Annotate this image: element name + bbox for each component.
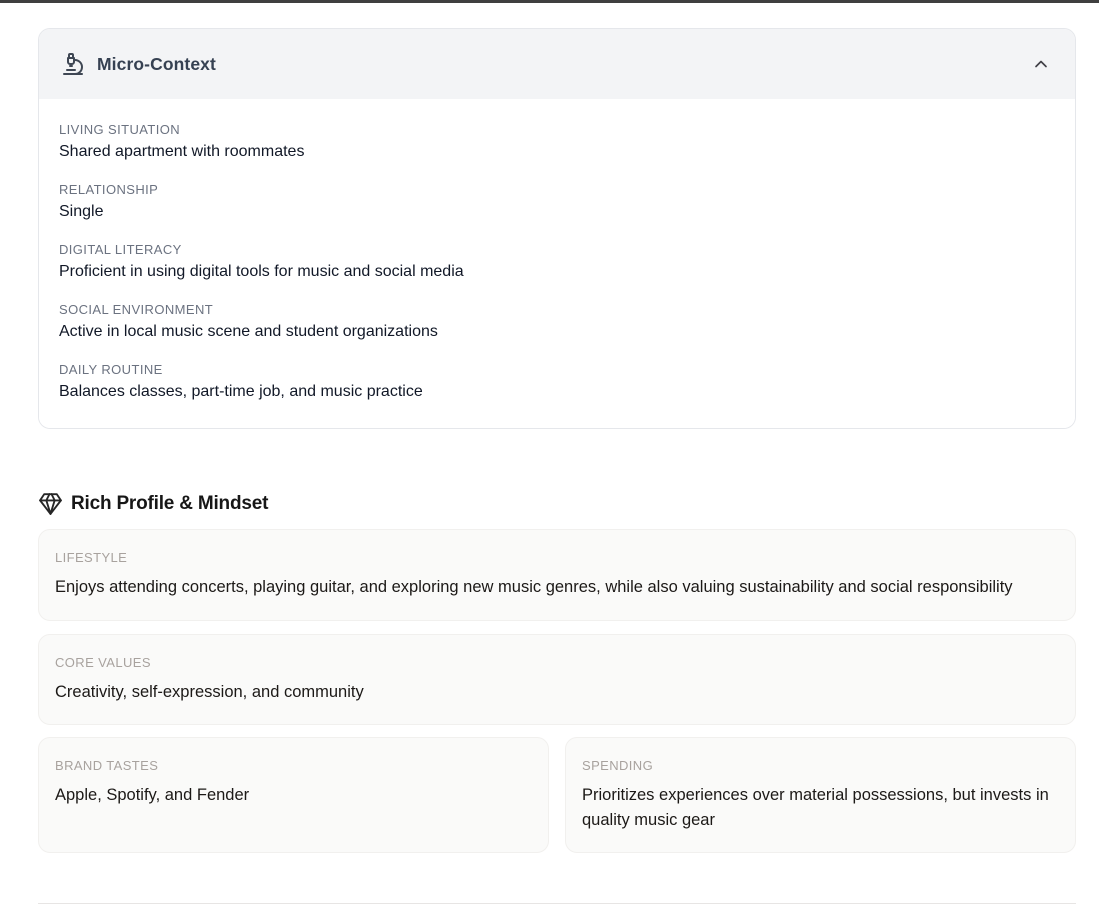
- lifestyle-card: [38, 529, 1076, 621]
- microscope-icon: [61, 52, 85, 76]
- field-label: DAILY ROUTINE: [59, 362, 163, 377]
- field-value: Shared apartment with roommates: [59, 143, 305, 160]
- page-content: [0, 3, 1076, 853]
- brand-tastes-card: [38, 737, 549, 853]
- card-value: Prioritizes experiences over material possessions, but invests in quality music gear: [582, 786, 1049, 829]
- card-label: SPENDING: [582, 758, 654, 773]
- card-label: CORE VALUES: [55, 654, 151, 670]
- field-label: RELATIONSHIP: [59, 182, 159, 197]
- card-label: BRAND TASTES: [55, 758, 159, 773]
- section-divider: [38, 903, 1076, 904]
- field-relationship: [59, 181, 1051, 224]
- field-living-situation: [59, 121, 1051, 164]
- micro-context-body: [39, 99, 1075, 428]
- field-value: Active in local music scene and student organizations: [59, 323, 438, 340]
- core-values-card: [38, 634, 1076, 726]
- field-value: Single: [59, 203, 104, 220]
- two-column-card-row: [38, 737, 1076, 853]
- rich-profile-header: [38, 491, 1053, 516]
- field-label: LIVING SITUATION: [59, 122, 181, 137]
- field-label: SOCIAL ENVIRONMENT: [59, 302, 214, 317]
- card-value: Apple, Spotify, and Fender: [55, 786, 250, 804]
- rich-profile-title: Rich Profile & Mindset: [71, 492, 269, 514]
- field-daily-routine: [59, 361, 1051, 404]
- field-digital-literacy: [59, 241, 1051, 284]
- card-value: Enjoys attending concerts, playing guitar, and exploring new music genres, while also valuing sustainability and social responsibility: [55, 578, 1013, 596]
- chevron-up-icon[interactable]: [1031, 54, 1051, 74]
- spending-card: [565, 737, 1076, 853]
- field-value: Proficient in using digital tools for music and social media: [59, 263, 464, 280]
- gem-icon: [38, 491, 63, 516]
- card-value: Creativity, self-expression, and community: [55, 682, 364, 701]
- field-label: DIGITAL LITERACY: [59, 242, 182, 257]
- card-label: LIFESTYLE: [55, 550, 128, 565]
- field-social-environment: [59, 301, 1051, 344]
- micro-context-title: Micro-Context: [97, 53, 216, 74]
- micro-context-card: [38, 28, 1076, 429]
- field-value: Balances classes, part-time job, and music practice: [59, 383, 423, 400]
- micro-context-header[interactable]: [39, 29, 1075, 99]
